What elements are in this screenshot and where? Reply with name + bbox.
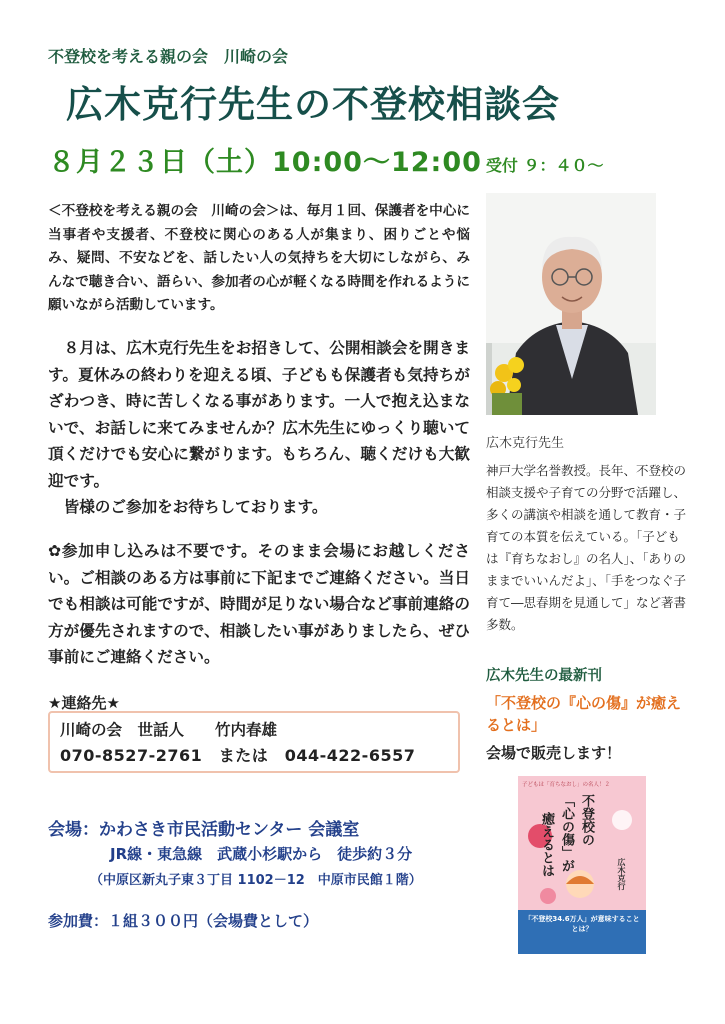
speaker-photo [486,193,656,415]
registration-paragraph: ✿参加申し込みは不要です。そのまま会場にお越しください。ご相談のある方は事前に下記までご連絡ください。当日でも相談は可能ですが、時間が足りない場合など事前連絡の方が優先されますので、相談したい事がありましたら、ぜひ事前にご連絡ください。 [48,542,470,666]
cover-title-1: 不登校の [579,794,594,846]
page-title: 広木克行先生の不登校相談会 [66,83,560,126]
cover-series: 子どもは「育ちなおし」の名人！２ [522,782,611,788]
book-title: 「不登校の『心の傷』が癒えるとは」 [486,694,682,734]
contact-phones: 070-8527-2761 または 044-422-6557 [60,746,416,765]
speaker-name: 広木克行先生 [486,436,565,451]
cover-title-3: 癒えるとは [539,812,554,877]
book-sale-note: 会場で販売します！ [486,744,622,762]
participation-fee: 参加費：１組３００円（会場費として） [48,912,319,930]
cover-title-2: 「心の傷」が [559,794,574,872]
venue-name: 会場：かわさき市民活動センター 会議室 [48,820,360,840]
venue-access: JR線・東急線 武蔵小杉駅から 徒歩約３分 [110,845,413,863]
welcome-text: 皆様のご参加をお待ちしております。 [48,498,328,516]
event-section [48,335,470,521]
venue-address: （中原区新丸子東３丁目 1102－12 中原市民館１階） [90,873,422,888]
new-book-heading: 広木先生の最新刊 [486,668,602,684]
reception-time: 受付 ９：４０～ [485,156,604,175]
date-line [48,140,603,179]
event-date: ８月２３日（土）10:00～12:00 [48,147,482,178]
organizer-name: 不登校を考える親の会 川崎の会 [48,47,289,66]
book-cover [518,776,646,954]
speaker-bio: 神戸大学名誉教授。長年、不登校の相談支援や子育ての分野で活躍し、多くの講演や相談を通して教育・子育ての本質を伝えている。「子どもは『育ちなおし』の名人」、「ありのままでいいんだよ」、「手をつなぐ子育て―思春期を見通して」など著書多数。 [486,463,687,632]
cover-subtitle: 「不登校34.6万人」が意味することとは？ [524,915,640,933]
event-paragraph: ８月は、広木克行先生をお招きして、公開相談会を開きます。夏休みの終わりを迎える頃、子どもも保護者も気持ちがざわつき、時に苦しくなる事があります。一人で抱え込まないで、お話しに来てみませんか？広木先生にゆっくり聴いて頂くだけでも安心に繋がります。もちろん、聴くだけも大歓迎です。 [48,339,470,490]
intro-paragraph: ＜不登校を考える親の会 川崎の会＞は、毎月１回、保護者を中心に当事者や支援者、不登校に関心のある人が集まり、困りごとや悩み、疑問、不安などを、話したい人の気持ちを大切にしながら、みんなで聴き合い、語らい、参加者の心が軽くなる時間を作れるように願いながら活動しています。 [48,203,470,313]
contact-label: ★連絡先★ [48,694,120,712]
cover-author: 広木克行 [617,858,626,890]
contact-person: 川崎の会 世話人 竹内春雄 [60,721,278,739]
